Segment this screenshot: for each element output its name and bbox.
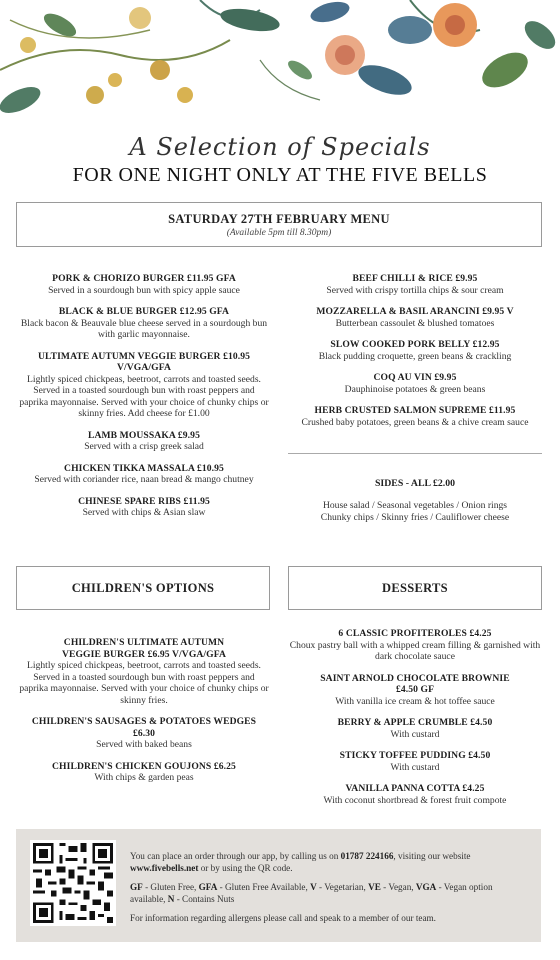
list-item: CHILDREN'S CHICKEN GOUJONS £6.25 With chips & garden peas bbox=[52, 760, 236, 783]
desserts-box bbox=[288, 566, 542, 610]
divider bbox=[288, 453, 542, 454]
list-item: BEEF CHILLI & RICE £9.95 Served with crispy tortilla chips & sour cream bbox=[326, 273, 504, 296]
menu-header-box bbox=[16, 202, 542, 247]
footer-panel bbox=[16, 829, 541, 942]
children-options-title: CHILDREN'S OPTIONS bbox=[71, 581, 215, 595]
desserts-column bbox=[288, 628, 542, 816]
list-item: COQ AU VIN £9.95 Dauphinoise potatoes & green beans bbox=[344, 372, 486, 395]
children-column bbox=[18, 637, 270, 794]
list-item: 6 CLASSIC PROFITEROLES £4.25 Choux pastry ball with a whipped cream filling & garnished with dark chocolate sauce bbox=[289, 628, 541, 662]
script-title: A Selection of Specials bbox=[129, 133, 431, 161]
allergen-info: For information regarding allergens please call and speak to a member of our team. bbox=[130, 913, 436, 923]
left-mains-column bbox=[18, 273, 270, 529]
menu-availability: (Available 5pm till 8.30pm) bbox=[226, 228, 332, 238]
order-info: You can place an order through our app, by calling us on 01787 224166, visiting our website www.fivebells.net or by using the QR code. bbox=[130, 851, 471, 873]
list-item: CHICKEN TIKKA MASSALA £10.95 Served with coriander rice, naan bread & mango chutney bbox=[34, 462, 254, 485]
sides-list bbox=[288, 500, 542, 524]
qr-code-icon[interactable] bbox=[30, 840, 116, 926]
list-item: ULTIMATE AUTUMN VEGGIE BURGER £10.95 V/VGA/GFA Lightly spiced chickpeas, beetroot, carrots and toasted seeds. Served in a toasted sourdough bun with roast peppers and paprika mayonnaise. Served with your choice of chunky chips or skinny fries. Add cheese for £1.00 bbox=[19, 350, 269, 419]
list-item: PORK & CHORIZO BURGER £11.95 GFA Served in a sourdough bun with spicy apple sauce bbox=[48, 273, 240, 296]
sides-title: SIDES - ALL £2.00 bbox=[374, 478, 456, 489]
website-link[interactable]: www.fivebells.net bbox=[130, 862, 199, 873]
right-mains-column bbox=[288, 273, 542, 438]
phone-number[interactable]: 01787 224166 bbox=[340, 851, 394, 861]
list-item: VANILLA PANNA COTTA £4.25 With coconut shortbread & forest fruit compote bbox=[323, 783, 507, 806]
list-item: BERRY & APPLE CRUMBLE £4.50 With custard bbox=[337, 717, 493, 740]
list-item: CHINESE SPARE RIBS £11.95 Served with chips & Asian slaw bbox=[78, 495, 210, 518]
menu-date-title: SATURDAY 27TH FEBRUARY MENU bbox=[168, 212, 390, 226]
sides-line: Chunky chips / Skinny fries / Cauliflower cheese bbox=[320, 512, 510, 523]
list-item: HERB CRUSTED SALMON SUPREME £11.95 Crushed baby potatoes, green beans & a chive cream sauce bbox=[301, 405, 529, 428]
list-item: LAMB MOUSSAKA £9.95 Served with a crisp greek salad bbox=[84, 429, 204, 452]
list-item: MOZZARELLA & BASIL ARANCINI £9.95 V Butterbean cassoulet & blushed tomatoes bbox=[316, 306, 514, 329]
floral-illustration bbox=[0, 0, 560, 125]
list-item: BLACK & BLUE BURGER £12.95 GFA Black bacon & Beauvale blue cheese served in a sourdough bun with garlic mayonnaise. bbox=[20, 306, 268, 340]
sides-line: House salad / Seasonal vegetables / Onion rings bbox=[322, 500, 508, 511]
list-item: CHILDREN'S SAUSAGES & POTATOES WEDGES £6.30 Served with baked beans bbox=[31, 716, 257, 750]
list-item: SLOW COOKED PORK BELLY £12.95 Black pudding croquette, green beans & crackling bbox=[318, 339, 512, 362]
desserts-title: DESSERTS bbox=[382, 581, 448, 595]
page-title: FOR ONE NIGHT ONLY AT THE FIVE BELLS bbox=[72, 164, 488, 186]
list-item: STICKY TOFFEE PUDDING £4.50 With custard bbox=[339, 750, 491, 773]
footer-text bbox=[130, 851, 530, 933]
list-item: CHILDREN'S ULTIMATE AUTUMN VEGGIE BURGER £6.95 V/VGA/GFA Lightly spiced chickpeas, beetroot, carrots and toasted seeds. Served in a toasted sourdough bun with roast peppers and paprika mayonnaise. Served with your choice of chunky chips or skinny fries. bbox=[19, 637, 269, 706]
children-options-box bbox=[16, 566, 270, 610]
list-item: SAINT ARNOLD CHOCOLATE BROWNIE £4.50 GF With vanilla ice cream & hot toffee sauce bbox=[320, 672, 510, 707]
dietary-key: GF - Gluten Free, GFA - Gluten Free Available, V - Vegetarian, VE - Vegan, VGA - Vegan option available, N - Contains Nuts bbox=[130, 882, 493, 904]
